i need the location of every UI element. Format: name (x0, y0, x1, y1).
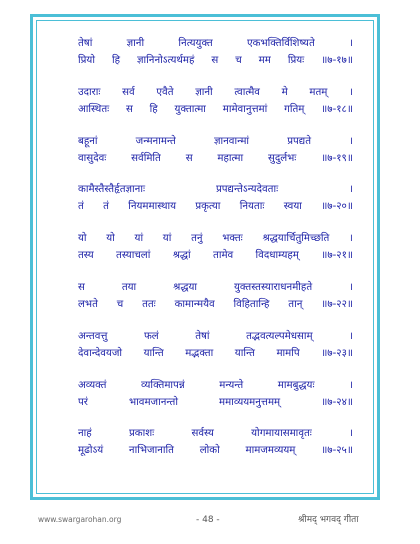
verse-word: मम (258, 55, 271, 66)
verse-word: महात्मा (217, 152, 244, 164)
verse-word: । (349, 135, 353, 147)
verse-word: विहितान्हि (233, 298, 270, 310)
verse-word: हि (111, 55, 121, 66)
verse-line (78, 53, 353, 68)
verse-word: ॥७-२४॥ (321, 396, 353, 408)
verse-line (78, 102, 353, 117)
verse-block (78, 36, 360, 475)
verse-line (78, 329, 353, 344)
verse-word: ॥७-१९॥ (321, 152, 353, 164)
verse-word: ॥७-२५॥ (321, 445, 353, 457)
verse-word: प्रकाशः (128, 428, 155, 440)
verse-word: तस्याचलां (116, 250, 151, 262)
verse-word: ततः (142, 298, 156, 310)
verse (78, 329, 360, 362)
verse-word: श्रद्धयार्चितुमिच्छति (262, 233, 330, 245)
verse (78, 280, 360, 313)
verse-word: कामैस्तैस्तैर्हृतज्ञानाः (78, 184, 146, 196)
verse-line (78, 231, 353, 246)
verse-line (78, 378, 353, 393)
verse-word: स (78, 281, 85, 293)
verse-word: नियममास्थाय (128, 201, 177, 213)
verse-word: तं (103, 201, 109, 213)
verse-word: भावमजानन्तो (129, 396, 178, 408)
verse-word: च (235, 55, 242, 66)
verse-word: ज्ञानवान्मां (213, 135, 250, 147)
verse-word: जन्मनामन्ते (135, 135, 176, 147)
verse (78, 231, 360, 264)
verse-word: नियताः (239, 201, 265, 213)
verse-word: मतम् (309, 86, 328, 98)
verse-word: व्यक्तिमापन्नं (141, 379, 185, 391)
verse-word: मन्यन्ते (219, 379, 244, 391)
verse-word: सर्वमिति (131, 152, 161, 164)
verse-word: । (349, 184, 353, 196)
verse-word: मद्भक्ता (185, 347, 214, 359)
verse-line (78, 36, 353, 51)
verse (78, 36, 360, 69)
verse-word: नित्ययुक्त (178, 38, 213, 49)
verse-word: ॥७-२०॥ (321, 201, 353, 213)
verse-word: तद्भवत्यल्पमेधसाम् (246, 330, 313, 342)
verse-word: अव्यक्तं (78, 379, 107, 391)
verse-word: एकभक्तिर्विशिष्यते (247, 38, 315, 49)
verse-word: स (185, 152, 193, 164)
verse-word: त्वात्मैव (234, 86, 260, 98)
verse-word: मामबुद्धयः (277, 379, 315, 391)
verse (78, 426, 360, 459)
verse-word: ॥७-२१॥ (321, 250, 353, 262)
verse-word: मामेवानुत्तमां (222, 103, 268, 115)
verse-word: । (349, 330, 353, 342)
verse-line (78, 426, 353, 441)
verse-word: । (349, 428, 353, 440)
footer-page-number: - 48 - (196, 515, 220, 525)
verse-word: लभते (78, 298, 98, 310)
verse-word: प्रकृत्या (195, 201, 221, 213)
verse-word: अन्तवत्तु (78, 330, 108, 342)
verse-word: प्रियः (287, 55, 305, 66)
verse-line (78, 280, 353, 295)
verse-word: मामजमव्ययम् (245, 445, 296, 457)
verse-line (78, 346, 353, 361)
verse-word: एवैते (156, 86, 174, 98)
verse-line (78, 151, 353, 166)
verse-word: तस्य (78, 250, 94, 262)
verse-word: सर्व (122, 86, 135, 98)
verse-word: युक्तस्तस्याराधनमीहते (234, 281, 313, 293)
verse-word: यां (162, 233, 172, 245)
verse-word: तामेव (213, 250, 234, 262)
verse-word: तेषां (195, 330, 210, 342)
verse-word: मूढोऽयं (78, 445, 104, 457)
verse-word: नाभिजानाति (128, 445, 174, 457)
verse-word: ज्ञानिनोऽत्यर्थमहं (136, 55, 195, 66)
verse-line (78, 443, 353, 458)
verse (78, 378, 360, 411)
verse-word: यो (78, 233, 87, 245)
verse-word: श्रद्धां (172, 250, 191, 262)
verse-word: सर्वस्य (191, 428, 214, 440)
verse-line (78, 395, 353, 410)
verse-word: लोको (199, 445, 220, 457)
verse-word: प्रियो (78, 55, 95, 66)
verse (78, 134, 360, 167)
verse-word: विदधाम्यहम् (255, 250, 299, 262)
verse-word: गतिम् (284, 103, 305, 115)
verse-line (78, 182, 353, 197)
verse (78, 182, 360, 215)
verse-word: तं (78, 201, 84, 213)
footer-book-title: श्रीमद् भगवद् गीता (298, 515, 359, 525)
verse-word: । (349, 233, 353, 245)
verse-word: तया (121, 281, 137, 293)
verse-word: ज्ञानी (126, 38, 145, 49)
verse-word: । (349, 86, 353, 98)
verse-word: मामपि (276, 347, 300, 359)
verse-line (78, 134, 353, 149)
footer-website: www.swargarohan.org (38, 515, 122, 524)
verse-line (78, 297, 353, 312)
verse-word: आस्थितः (78, 103, 110, 115)
verse-word: ज्ञानी (195, 86, 213, 98)
verse-word: तेषां (78, 38, 93, 49)
verse-word: कामान्मयैव (174, 298, 215, 310)
verse-word: यान्ति (143, 347, 164, 359)
verse-word: प्रपद्यते (287, 135, 311, 147)
verse-word: बहूनां (78, 135, 98, 147)
verse-word: युक्तात्मा (174, 103, 206, 115)
verse-word: उदाराः (78, 86, 101, 98)
verse-word: च (116, 298, 124, 310)
verse-word: यां (134, 233, 144, 245)
verse-word: । (349, 281, 353, 293)
verse-word: ममाव्ययमनुत्तमम् (219, 396, 281, 408)
verse-line (78, 85, 353, 100)
verse-word: भक्तः (222, 233, 243, 245)
verse-word: फलं (143, 330, 159, 342)
verse-word: सुदुर्लभः (267, 152, 297, 164)
verse-word: ॥७-१७॥ (321, 55, 353, 66)
verse-line (78, 199, 353, 214)
verse-word: प्रपद्यन्तेऽन्यदेवताः (215, 184, 279, 196)
verse (78, 85, 360, 118)
verse-word: योगमायासमावृतः (251, 428, 312, 440)
verse-word: ॥७-१८॥ (321, 103, 353, 115)
verse-word: स (211, 55, 219, 66)
verse-word: यो (106, 233, 115, 245)
verse-word: नाहं (78, 428, 92, 440)
verse-line (78, 248, 353, 263)
verse-word: देवान्देवयजो (78, 347, 123, 359)
verse-word: वासुदेवः (78, 152, 107, 164)
verse-word: । (349, 38, 353, 49)
verse-word: हि (149, 103, 158, 115)
verse-word: तान् (288, 298, 303, 310)
verse-word: ॥७-२२॥ (321, 298, 353, 310)
verse-word: श्रद्धया (173, 281, 198, 293)
verse-word: स (125, 103, 133, 115)
verse-word: यान्ति (234, 347, 255, 359)
verse-word: स्वया (283, 201, 302, 213)
verse-word: ॥७-२३॥ (321, 347, 353, 359)
verse-word: तनुं (191, 233, 203, 245)
verse-word: । (349, 379, 353, 391)
verse-word: मे (281, 86, 288, 98)
verse-word: परं (78, 396, 88, 408)
